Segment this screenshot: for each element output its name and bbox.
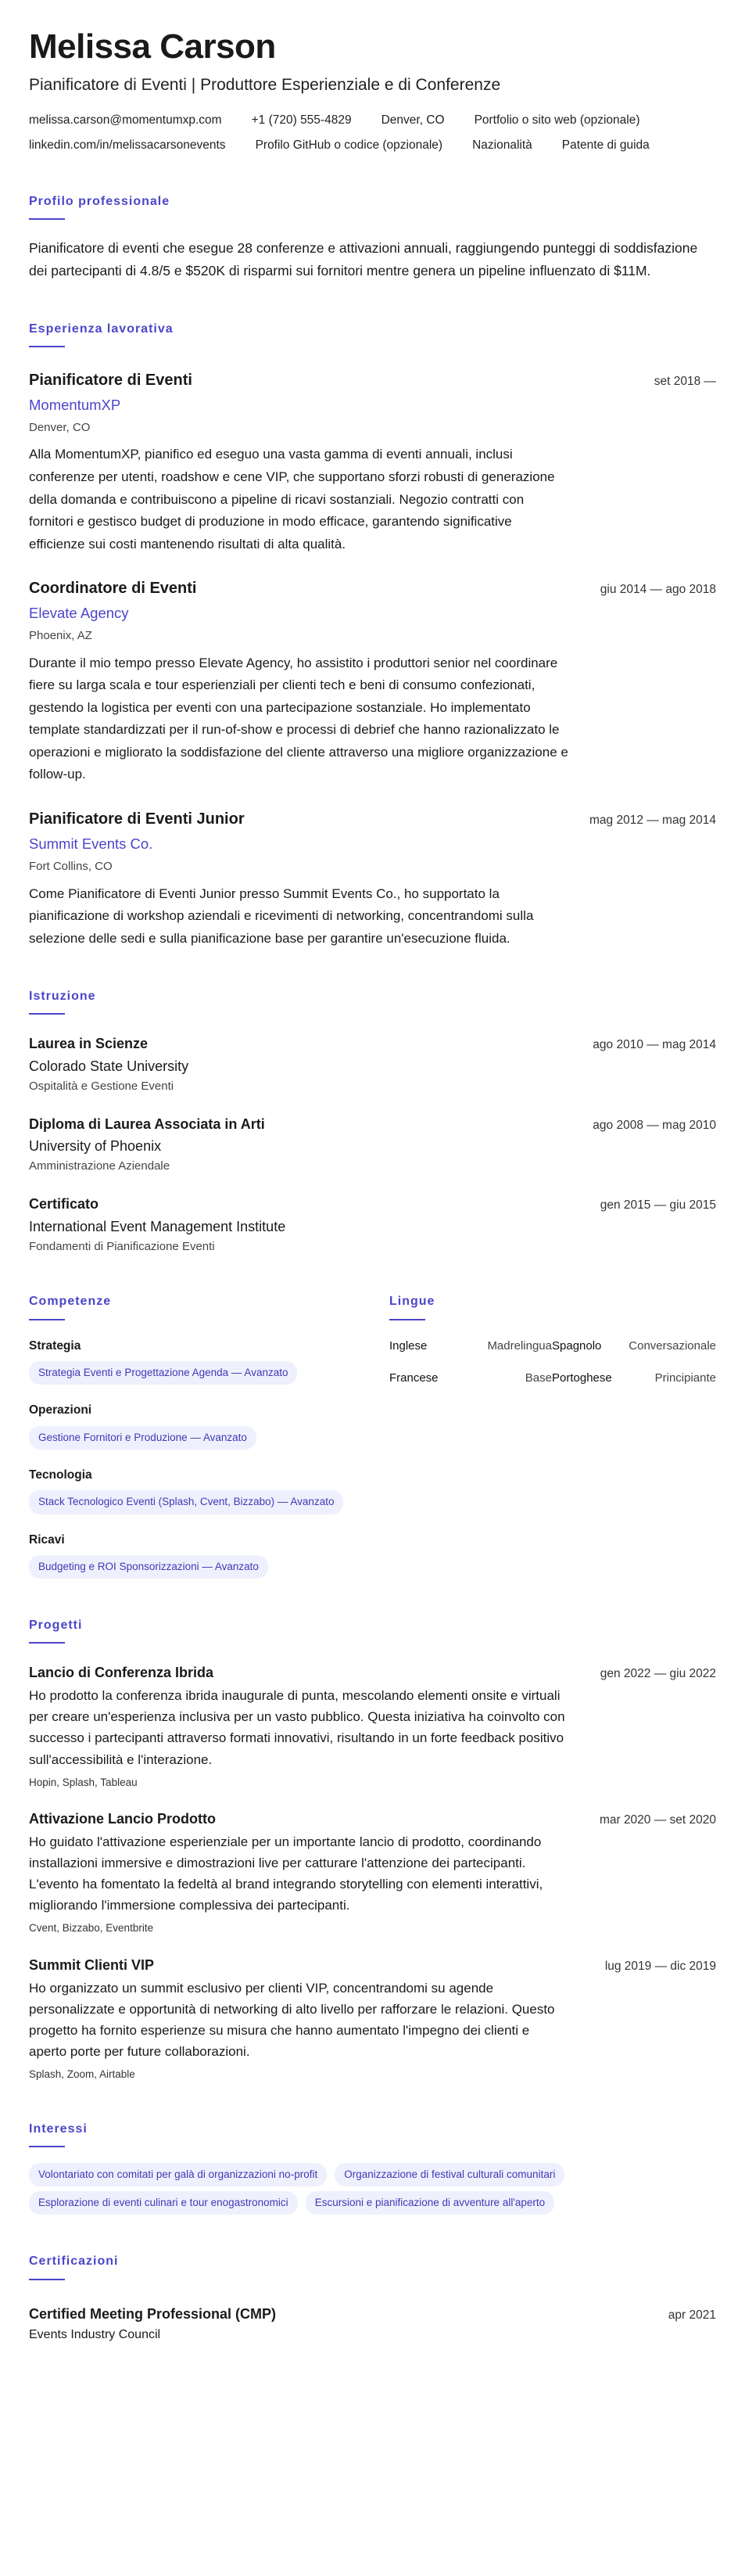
job-location: Phoenix, AZ xyxy=(29,629,92,642)
skill-tag: Gestione Fornitori e Produzione — Avanzato xyxy=(29,1426,256,1450)
skill-group xyxy=(29,1338,361,1385)
skill-tag: Strategia Eventi e Progettazione Agenda — Avanzato xyxy=(29,1361,297,1385)
job-title: Coordinatore di Eventi xyxy=(29,580,197,598)
skills-languages-row xyxy=(29,1292,716,1579)
interest-list xyxy=(29,2163,716,2215)
skill-category: Tecnologia xyxy=(29,1468,92,1482)
project-entry xyxy=(29,1662,716,1790)
section-title: Interessi xyxy=(29,2122,88,2136)
language-name: Portoghese xyxy=(552,1371,612,1385)
contact-phone[interactable]: +1 (720) 555-4829 xyxy=(251,113,352,127)
section-divider xyxy=(389,1319,425,1320)
section-divider xyxy=(29,218,65,220)
job-description: Come Pianificatore di Eventi Junior presso Summit Events Co., ho supportato la pianificazione di workshop aziendali e ricevimenti di networking, concentrandomi sulla selezione delle sedi e sulla pianificazione base per garantire un'esecuzione fluida. xyxy=(29,886,534,946)
section-divider xyxy=(29,346,65,347)
interest-tag: Esplorazione di eventi culinari e tour enogastronomici xyxy=(29,2191,298,2215)
interests-section xyxy=(29,2120,716,2215)
education-field: Fondamenti di Pianificazione Eventi xyxy=(29,1239,215,1253)
contact-nationality: Nazionalità xyxy=(472,138,532,153)
certification-issuer: Events Industry Council xyxy=(29,2328,161,2342)
job-company: MomentumXP xyxy=(29,396,121,413)
section-divider xyxy=(29,2146,65,2147)
section-title: Istruzione xyxy=(29,990,96,1004)
project-entry xyxy=(29,1955,716,2082)
job-date: mag 2012 — mag 2014 xyxy=(589,814,716,828)
section-divider xyxy=(29,1642,65,1644)
job-entry xyxy=(29,369,716,555)
project-description: Ho guidato l'attivazione esperienziale per un importante lancio di prodotto, coordinando installazioni immersive e dimostrazioni live per catturare l'attenzione dei partecipanti. L'evento ha fomentato la fedeltà al brand integrando storytelling con elementi interattivi, migliorando l'immersione complessiva dei partecipanti. xyxy=(29,1834,543,1913)
certification-name: Certified Meeting Professional (CMP) xyxy=(29,2305,277,2322)
project-tools: Splash, Zoom, Airtable xyxy=(29,2068,135,2081)
section-title: Progetti xyxy=(29,1619,83,1633)
job-title: Pianificatore di Eventi Junior xyxy=(29,810,245,828)
section-title: Lingue xyxy=(389,1295,435,1309)
contact-list xyxy=(29,112,716,155)
job-date: giu 2014 — ago 2018 xyxy=(600,583,716,597)
project-date: lug 2019 — dic 2019 xyxy=(604,1960,716,1974)
skill-category: Ricavi xyxy=(29,1532,65,1547)
education-field: Ospitalità e Gestione Eventi xyxy=(29,1079,174,1093)
project-description: Ho organizzato un summit esclusivo per clienti VIP, concentrandomi su agende personalizzate e opportunità di networking di alto livello per rafforzare le relazioni. Questo progetto ha fornito esperienze su misura che hanno aumentato l'impegno dei clienti e aperto porte per future collaborazioni. xyxy=(29,1980,555,2060)
skill-tag: Stack Tecnologico Eventi (Splash, Cvent, Bizzabo) — Avanzato xyxy=(29,1490,343,1514)
section-divider xyxy=(29,2279,65,2280)
contact-github[interactable]: Profilo GitHub o codice (opzionale) xyxy=(255,138,443,153)
job-company: Summit Events Co. xyxy=(29,835,153,853)
skill-group xyxy=(29,1467,361,1514)
certification-entry xyxy=(29,2304,716,2344)
education-school: International Event Management Institute xyxy=(29,1218,286,1234)
language-level: Conversazionale xyxy=(629,1338,716,1353)
skills-section xyxy=(29,1292,361,1579)
section-divider xyxy=(29,1013,65,1015)
skill-group xyxy=(29,1402,361,1450)
job-title: Pianificatore di Eventi xyxy=(29,371,192,389)
certification-date: apr 2021 xyxy=(668,2308,716,2322)
job-location: Denver, CO xyxy=(29,420,91,434)
resume-header xyxy=(29,28,716,155)
skill-category: Operazioni xyxy=(29,1403,92,1417)
contact-location: Denver, CO xyxy=(381,113,445,127)
language-name: Inglese xyxy=(389,1338,428,1353)
project-date: mar 2020 — set 2020 xyxy=(599,1813,716,1827)
contact-email[interactable]: melissa.carson@momentumxp.com xyxy=(29,113,222,127)
job-description: Alla MomentumXP, pianifico ed eseguo una vasta gamma di eventi annuali, inclusi conferenze per utenti, roadshow e cene VIP, che supportano sforzi robusti di generazione della domanda e contribuiscono a pipeline di ricavi sostanziali. Negozio contratti con fornitori e gestisco budget di produzione in modo efficace, garantendo significative efficienze sui costi mantenendo risultati di alta qualità. xyxy=(29,447,555,551)
languages-section xyxy=(389,1292,716,1579)
education-date: ago 2008 — mag 2010 xyxy=(593,1118,716,1132)
interest-tag: Organizzazione di festival culturali comunitari xyxy=(335,2163,564,2186)
language-name: Francese xyxy=(389,1371,439,1385)
education-entry xyxy=(29,1194,716,1255)
education-field: Amministrazione Aziendale xyxy=(29,1159,170,1173)
education-school: University of Phoenix xyxy=(29,1138,162,1155)
job-location: Fort Collins, CO xyxy=(29,859,113,873)
language-level: Base xyxy=(525,1371,552,1385)
education-entry xyxy=(29,1114,716,1175)
section-title: Esperienza lavorativa xyxy=(29,322,174,336)
project-title: Lancio di Conferenza Ibrida xyxy=(29,1665,214,1681)
education-degree: Certificato xyxy=(29,1196,99,1213)
language-level: Principiante xyxy=(654,1371,716,1385)
education-degree: Laurea in Scienze xyxy=(29,1036,149,1052)
education-school: Colorado State University xyxy=(29,1058,189,1074)
section-title: Certificazioni xyxy=(29,2254,119,2269)
job-entry xyxy=(29,577,716,786)
education-degree: Diploma di Laurea Associata in Arti xyxy=(29,1116,265,1132)
candidate-name: Melissa Carson xyxy=(29,27,276,66)
project-description: Ho prodotto la conferenza ibrida inaugurale di punta, mescolando elementi onsite e virtuali per creare un'esperienza inclusiva per un vasto pubblico. Questa iniziativa ha coinvolto con successo i partecipanti attraverso formati innovativi, risultando in un forte feedback positivo sull'accessibilità e l'interazione. xyxy=(29,1687,565,1767)
certifications-section xyxy=(29,2252,716,2344)
education-date: ago 2010 — mag 2014 xyxy=(593,1038,716,1052)
job-description: Durante il mio tempo presso Elevate Agency, ho assistito i produttori senior nel coordinare fiere su larga scala e tour esperienziali per clienti tech e beni di consumo confezionati, gestendo la logistica per eventi con una partecipazione sostanziale. Ho implementato template standardizzati per il run-of-show e processi di debrief che hanno razionalizzato le operazioni e migliorato la soddisfazione del cliente attraverso una migliore organizzazione e follow-up. xyxy=(29,655,568,782)
project-title: Summit Clienti VIP xyxy=(29,1957,155,1974)
interest-tag: Escursioni e pianificazione di avventure all'aperto xyxy=(306,2191,555,2215)
profile-section xyxy=(29,192,716,282)
section-title: Competenze xyxy=(29,1295,112,1309)
candidate-subtitle: Pianificatore di Eventi | Produttore Esperienziale e di Conferenze xyxy=(29,76,501,95)
project-tools: Cvent, Bizzabo, Eventbrite xyxy=(29,1922,154,1935)
language-name: Spagnolo xyxy=(552,1338,602,1353)
education-entry xyxy=(29,1033,716,1094)
language-level: Madrelingua xyxy=(487,1338,552,1353)
project-tools: Hopin, Splash, Tableau xyxy=(29,1776,138,1788)
skill-group xyxy=(29,1532,361,1579)
experience-section xyxy=(29,320,716,950)
project-date: gen 2022 — giu 2022 xyxy=(600,1667,716,1681)
job-date: set 2018 — xyxy=(654,374,716,388)
contact-portfolio[interactable]: Portfolio o sito web (opzionale) xyxy=(474,113,640,127)
contact-linkedin[interactable]: linkedin.com/in/melissacarsonevents xyxy=(29,138,226,153)
interest-tag: Volontariato con comitati per galà di organizzazioni no-profit xyxy=(29,2163,327,2186)
profile-text: Pianificatore di eventi che esegue 28 conferenze e attivazioni annuali, raggiungendo punteggi di soddisfazione dei partecipanti di 4.8/5 e $520K di risparmi sui fornitori mentre genera un pipeline influenzato di $11M. xyxy=(29,239,698,278)
skill-category: Strategia xyxy=(29,1338,81,1353)
project-title: Attivazione Lancio Prodotto xyxy=(29,1811,217,1827)
job-entry xyxy=(29,808,716,950)
project-entry xyxy=(29,1809,716,1936)
skill-tag: Budgeting e ROI Sponsorizzazioni — Avanzato xyxy=(29,1555,268,1579)
section-divider xyxy=(29,1319,65,1320)
job-company: Elevate Agency xyxy=(29,605,129,622)
projects-section xyxy=(29,1616,716,2082)
education-date: gen 2015 — giu 2015 xyxy=(600,1198,716,1213)
section-title: Profilo professionale xyxy=(29,194,170,208)
contact-driving-license: Patente di guida xyxy=(561,138,650,153)
language-list xyxy=(389,1338,716,1388)
education-section xyxy=(29,987,716,1255)
